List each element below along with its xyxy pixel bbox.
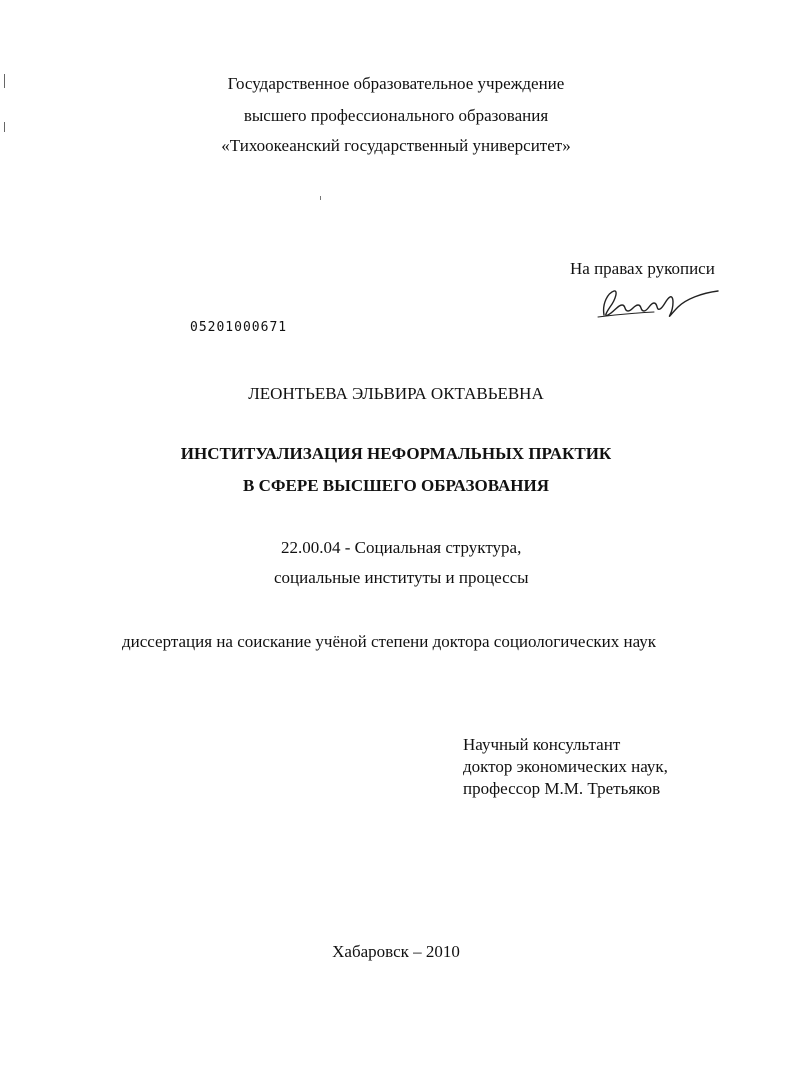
scan-dot-mark bbox=[320, 196, 321, 200]
advisor-name: профессор М.М. Третьяков bbox=[463, 779, 661, 798]
place-and-year: Хабаровск – 2010 bbox=[332, 942, 460, 961]
specialty-line-2: социальные институты и процессы bbox=[274, 568, 529, 587]
specialty-line-1: 22.00.04 - Социальная структура, bbox=[281, 538, 522, 557]
author-signature bbox=[594, 285, 724, 325]
dissertation-title-line-2: В СФЕРЕ ВЫСШЕГО ОБРАЗОВАНИЯ bbox=[243, 476, 549, 495]
institution-line-1: Государственное образовательное учреждение bbox=[227, 74, 565, 93]
institution-line-2: высшего профессионального образования bbox=[243, 106, 549, 125]
advisor-role: Научный консультант bbox=[463, 735, 621, 754]
advisor-degree: доктор экономических наук, bbox=[463, 757, 668, 776]
catalog-number: 05201000671 bbox=[190, 320, 288, 335]
manuscript-note: На правах рукописи bbox=[570, 259, 715, 278]
dissertation-title-line-1: ИНСТИТУАЛИЗАЦИЯ НЕФОРМАЛЬНЫХ ПРАКТИК bbox=[180, 444, 612, 463]
author-name: ЛЕОНТЬЕВА ЭЛЬВИРА ОКТАВЬЕВНА bbox=[248, 384, 544, 403]
degree-statement: диссертация на соискание учёной степени доктора социологических наук bbox=[122, 632, 657, 651]
institution-line-3: «Тихоокеанский государственный университет» bbox=[221, 136, 571, 155]
